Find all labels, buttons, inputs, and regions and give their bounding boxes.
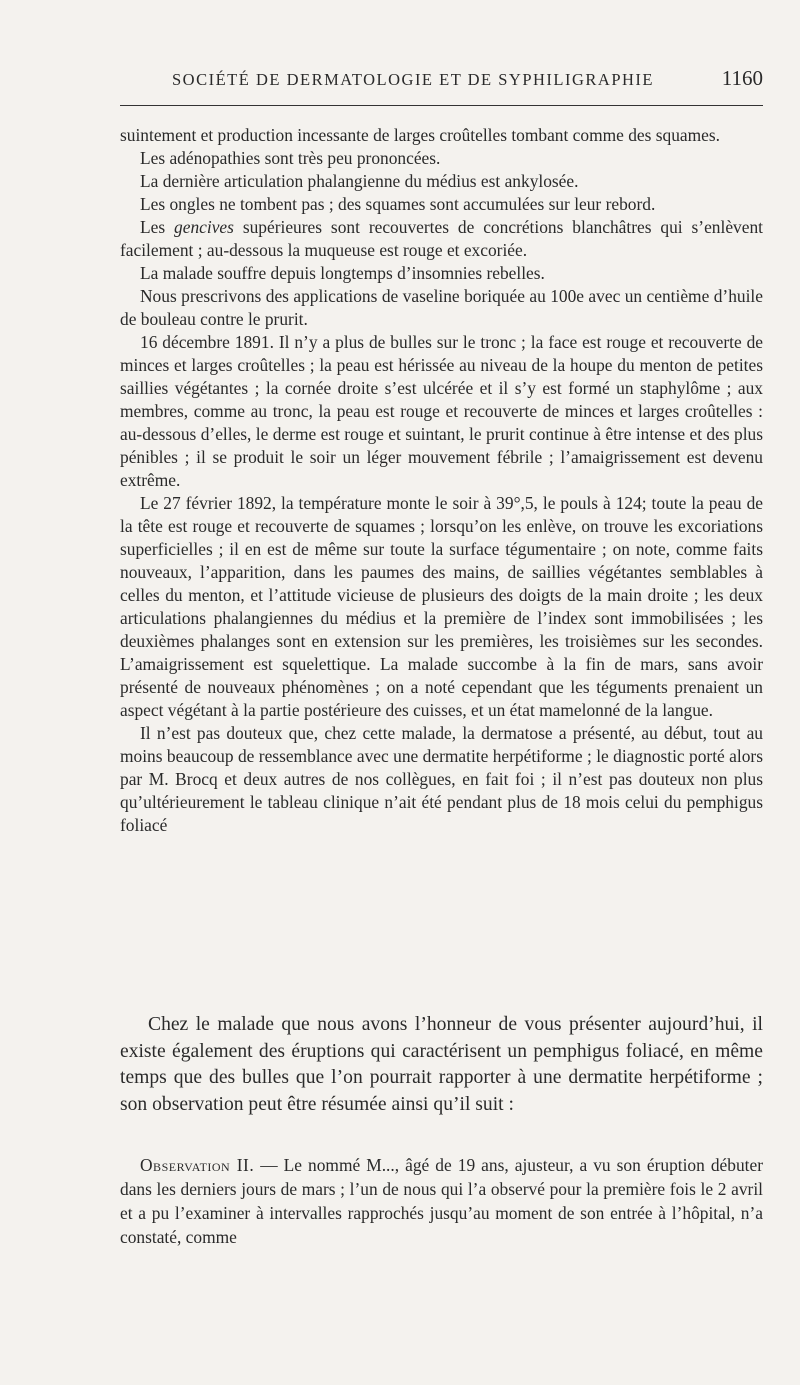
running-title: SOCIÉTÉ DE DERMATOLOGIE ET DE SYPHILIGRAPHIE: [172, 70, 654, 89]
body-text: [120, 124, 763, 837]
paragraph: Il n’est pas douteux que, chez cette malade, la dermatose a présenté, au début, tout au moins beaucoup de ressemblance avec une dermatite herpétiforme ; le diagnostic porté alors par M. Brocq et deux autres de nos collègues, en fait foi ; il n’est pas douteux non plus qu’ultérieurement le tableau clinique n’ait été pendant plus de 18 mois celui du pemphigus foliacé: [120, 723, 763, 835]
italic-term: gencives: [174, 217, 234, 237]
text-run: supérieures sont recouvertes de concrétions blanchâtres qui s’enlèvent facilement ; au-dessous la muqueuse est rouge et excoriée.: [120, 217, 763, 260]
paragraph: Le 27 février 1892, la température monte le soir à 39°,5, le pouls à 124; toute la peau de la tête est rouge et recouverte de squames ; lorsqu’on les enlève, on trouve les excoriations superficielles ; il en est de même sur toute la surface tégumentaire ; on note, comme faits nouveaux, l’apparition, dans les paumes des mains, de saillies végétantes semblables à celles du menton, et l’attitude vicieuse de plusieurs des doigts de la main droite ; les deux articulations phalangiennes du médius et la première de l’index sont immobilisées ; les deuxièmes phalanges sont en extension sur les premières, les troisièmes sur les secondes. L’amaigrissement est squelettique. La malade succombe à la fin de mars, sans avoir présenté de nouveaux phénomènes ; on a noté cependant que les téguments prenaient un aspect végétant à la partie postérieure des cuisses, et un état mamelonné de la langue.: [120, 493, 763, 720]
observation-label: Observation II.: [140, 1155, 255, 1175]
paragraph-gencives: [120, 216, 763, 262]
header-rule: [120, 105, 763, 106]
page-header: [120, 66, 765, 96]
paragraph: suintement et production incessante de larges croûtelles tombant comme des squames.: [120, 125, 720, 145]
observation-paragraph: [120, 1153, 763, 1249]
large-text-block: [120, 1012, 763, 1118]
observation-text: — Le nommé M..., âgé de 19 ans, ajusteur, a vu son éruption débuter dans les derniers jours de mars ; l’un de nous qui l’a observé pour la première fois le 2 avril et a pu l’examiner à intervalles rapprochés jusqu’au moment de son entrée à l’hôpital, n’a constaté, comme: [120, 1155, 763, 1247]
page-number: 1160: [721, 66, 763, 90]
paragraph: La dernière articulation phalangienne du médius est ankylosée.: [140, 171, 579, 191]
large-paragraph: Chez le malade que nous avons l’honneur de vous présenter aujourd’hui, il existe également des éruptions qui caractérisent un pemphigus foliacé, en même temps que des bulles que l’on pourrait rapporter à une dermatite herpétiforme ; son observation peut être résumée ainsi qu’il suit :: [120, 1014, 763, 1115]
paragraph: Les ongles ne tombent pas ; des squames sont accumulées sur leur rebord.: [140, 194, 656, 214]
paragraph: Les adénopathies sont très peu prononcées.: [140, 148, 441, 168]
text-run: Les: [140, 217, 175, 237]
paragraph: 16 décembre 1891. Il n’y a plus de bulles sur le tronc ; la face est rouge et recouverte de minces et larges croûtelles ; la peau est hérissée au niveau de la houpe du menton de petites saillies végétantes ; la cornée droite s’est ulcérée et il s’y est formé un staphylôme ; aux membres, comme au tronc, la peau est rouge et recouverte de minces et larges croûtelles : au-dessous d’elles, le derme est rouge et suintant, le prurit continue à être intense et des plus pénibles ; il se produit le soir un léger mouvement fébrile ; l’amaigrissement est devenu extrême.: [120, 332, 763, 490]
paragraph: Nous prescrivons des applications de vaseline boriquée au 100e avec un centième d’huile de bouleau contre le prurit.: [120, 286, 763, 329]
observation-block: [120, 1153, 763, 1249]
paragraph: La malade souffre depuis longtemps d’insomnies rebelles.: [140, 263, 545, 283]
